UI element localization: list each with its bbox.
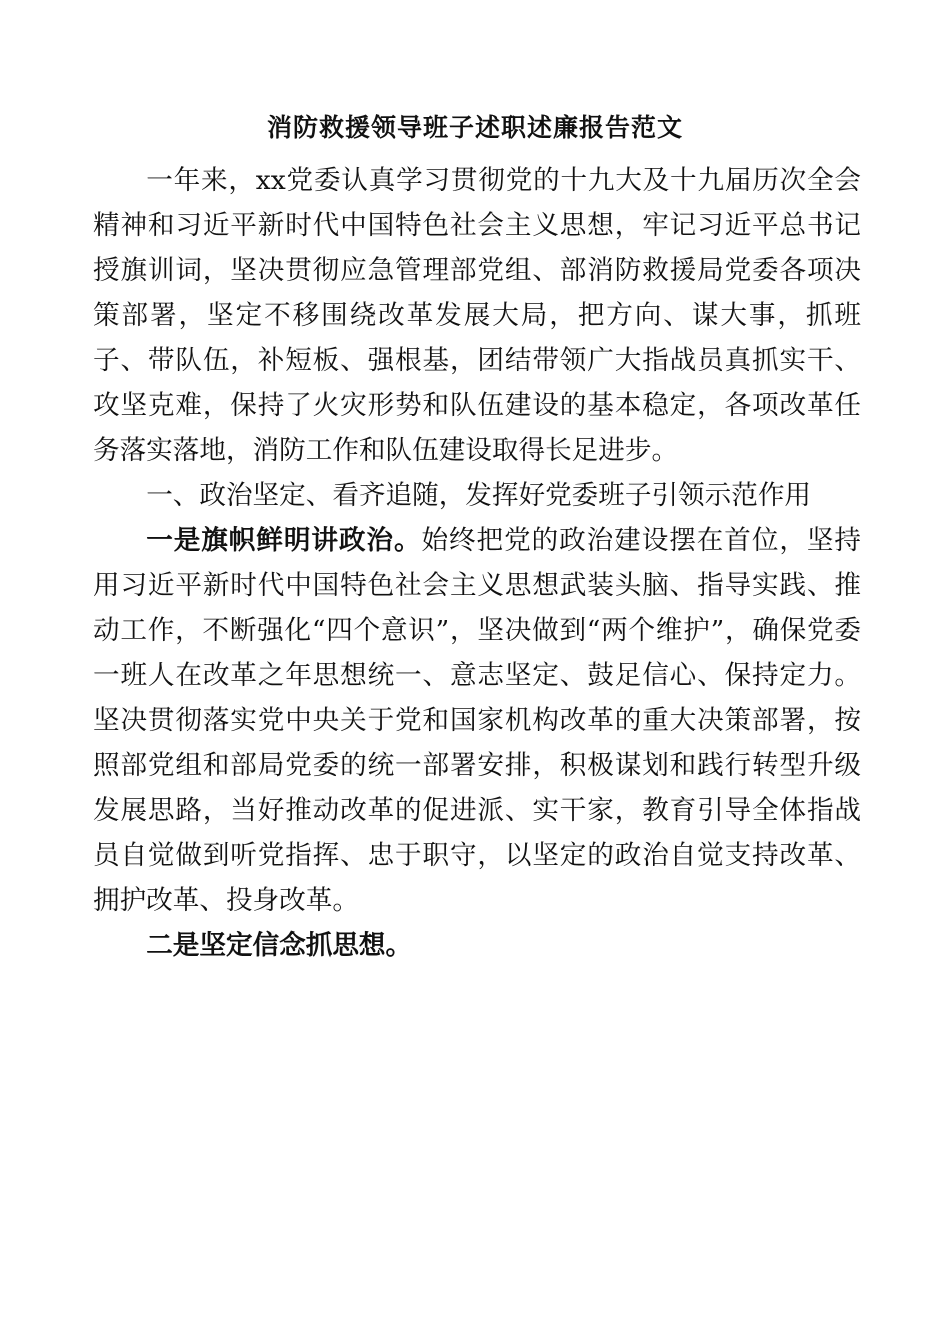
paragraph-text: 一年来，xx党委认真学习贯彻党的十九大及十九届历次全会精神和习近平新时代中国特色社会主义思想，牢记习近平总书记授旗训词，坚决贯彻应急管理部党组、部消防救援局党委各项决策部署，坚定不移围绕改革发展大局，把方向、谋大事，抓班子、带队伍，补短板、强根基，团结带领广大指战员真抓实干、攻坚克难，保持了火灾形势和队伍建设的基本稳定，各项改革任务落实落地，消防工作和队伍建设取得长足进步。 <box>93 165 861 466</box>
point-lead: 二是坚定信念抓思想。 <box>146 930 413 961</box>
paragraph-text: 始终把党的政治建设摆在首位，坚持用习近平新时代中国特色社会主义思想武装头脑、指导实践、推动工作，不断强化“四个意识”，坚决做到“两个维护”，确保党委一班人在改革之年思想统一、意志坚定、鼓足信心、保持定力。坚决贯彻落实党中央关于党和国家机构改革的重大决策部署，按照部党组和部局党委的统一部署安排，积极谋划和践行转型升级发展思路，当好推动改革的促进派、实干家，教育引导全体指战员自觉做到听党指挥、忠于职守，以坚定的政治自觉支持改革、拥护改革、投身改革。 <box>93 525 862 916</box>
paragraph-intro <box>93 158 861 473</box>
paragraph-point-1 <box>93 518 861 923</box>
point-lead: 一是旗帜鲜明讲政治。 <box>146 525 422 556</box>
document-body <box>93 158 861 968</box>
section-heading-text: 一、政治坚定、看齐追随，发挥好党委班子引领示范作用 <box>146 480 812 511</box>
document-title: 消防救援领导班子述职述廉报告范文 <box>266 113 683 142</box>
paragraph-point-2 <box>93 923 861 968</box>
section-heading-1 <box>93 473 861 518</box>
